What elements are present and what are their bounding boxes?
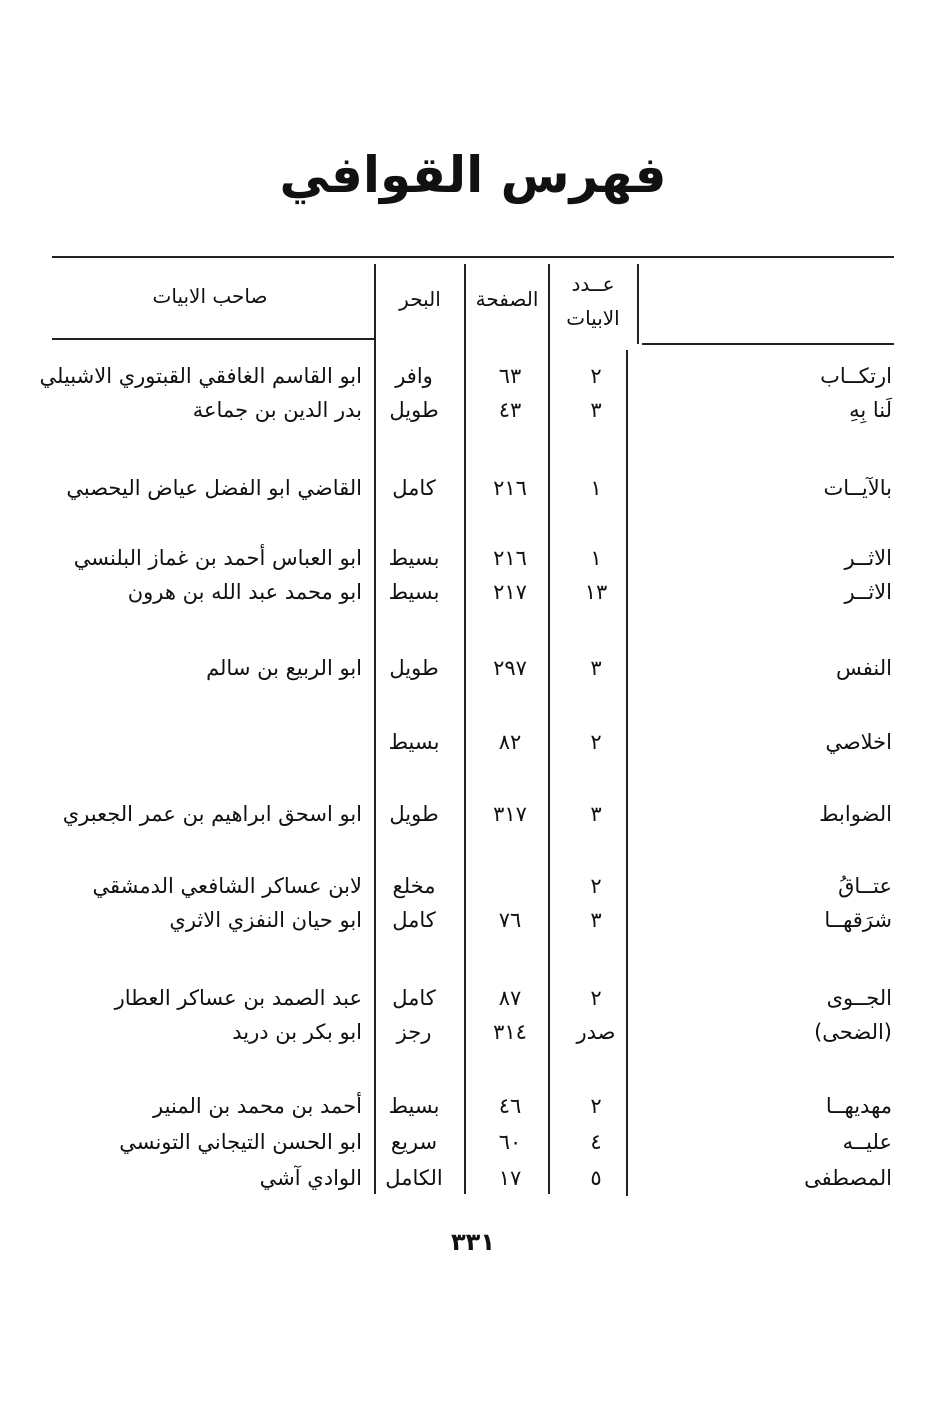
rhyme-cell: الاثــر xyxy=(844,546,892,570)
header-poet: صاحب الابيات xyxy=(152,284,268,308)
rhyme-cell: لَنا بِهِ xyxy=(849,398,892,422)
page-cell: ٢٩٧ xyxy=(493,656,527,680)
poet-cell: ابو اسحق ابراهيم بن عمر الجعبري xyxy=(62,802,362,826)
page-cell: ٨٧ xyxy=(498,986,522,1010)
meter-cell: طويل xyxy=(389,802,439,826)
poet-cell: القاضي ابو الفضل عياض اليحصبي xyxy=(66,476,362,500)
meter-cell: كامل xyxy=(392,476,436,500)
rhyme-cell: اخلاصي xyxy=(825,730,892,754)
meter-cell: طويل xyxy=(389,398,439,422)
header-count-line2: الابيات xyxy=(566,306,620,330)
meter-cell: وافر xyxy=(395,364,433,388)
rhyme-cell: عتــاقُ xyxy=(838,874,892,898)
poet-cell: ابو الحسن التيجاني التونسي xyxy=(119,1130,362,1154)
poet-cell: لابن عساكر الشافعي الدمشقي xyxy=(92,874,362,898)
verse-count-cell: ١٣ xyxy=(584,580,608,604)
rhyme-cell: (الضحى) xyxy=(814,1020,892,1044)
rhyme-cell: بالآيــات xyxy=(823,476,892,500)
rhyme-cell: شرَقهــا xyxy=(824,908,892,932)
verse-count-cell: ٢ xyxy=(590,874,602,898)
header-count-line1: عــدد xyxy=(571,272,615,296)
verse-count-cell: صدر xyxy=(576,1020,616,1044)
rhyme-cell: الاثــر xyxy=(844,580,892,604)
meter-cell: مخلع xyxy=(392,874,436,898)
index-title: فهرس القوافي xyxy=(279,146,667,204)
page-cell: ٢١٦ xyxy=(493,546,527,570)
page-cell: ٣١٧ xyxy=(493,802,527,826)
meter-cell: سريع xyxy=(390,1130,438,1154)
meter-cell: بسيط xyxy=(388,1094,440,1118)
page-cell: ١٧ xyxy=(498,1166,522,1190)
verse-count-cell: ٤ xyxy=(590,1130,602,1154)
column-divider-count-rhyme xyxy=(637,264,639,344)
poet-cell: ابو القاسم الغافقي القبتوري الاشبيلي xyxy=(39,364,362,388)
poet-cell: أحمد بن محمد بن المنير xyxy=(153,1094,362,1118)
verse-count-cell: ١ xyxy=(590,546,602,570)
rhyme-cell: الجــوى xyxy=(826,986,892,1010)
poet-cell: عبد الصمد بن عساكر العطار xyxy=(114,986,362,1010)
table-top-rule xyxy=(52,256,894,258)
rhyme-cell: عليــه xyxy=(842,1130,892,1154)
verse-count-cell: ٢ xyxy=(590,364,602,388)
header-bottom-rule xyxy=(52,338,374,340)
page-cell: ٣١٤ xyxy=(493,1020,527,1044)
verse-count-cell: ١ xyxy=(590,476,602,500)
meter-cell: طويل xyxy=(389,656,439,680)
verse-count-cell: ٢ xyxy=(590,730,602,754)
page-number: ٣٣١ xyxy=(451,1228,495,1256)
page-cell: ٦٣ xyxy=(498,364,522,388)
meter-cell: كامل xyxy=(392,986,436,1010)
rhyme-cell: النفس xyxy=(836,656,892,680)
verse-count-cell: ٢ xyxy=(590,986,602,1010)
header-page: الصفحة xyxy=(475,287,539,311)
meter-cell: كامل xyxy=(392,908,436,932)
rhyme-cell: ارتكــاب xyxy=(820,364,892,388)
poet-cell: بدر الدين بن جماعة xyxy=(192,398,362,422)
poet-cell: ابو بكر بن دريد xyxy=(232,1020,362,1044)
verse-count-cell: ٣ xyxy=(590,802,602,826)
meter-cell: الكامل xyxy=(385,1166,443,1190)
poet-cell: ابو الربيع بن سالم xyxy=(206,656,362,680)
poet-cell: ابو حيان النفزي الاثري xyxy=(169,908,362,932)
rhyme-cell: المصطفى xyxy=(804,1166,892,1190)
page-cell: ٦٠ xyxy=(498,1130,522,1154)
poet-cell: الوادي آشي xyxy=(259,1166,362,1190)
page-cell: ٢١٦ xyxy=(493,476,527,500)
verse-count-cell: ٣ xyxy=(590,398,602,422)
page-cell: ٧٦ xyxy=(498,908,522,932)
verse-count-cell: ٣ xyxy=(590,656,602,680)
meter-cell: بسيط xyxy=(388,730,440,754)
header-meter: البحر xyxy=(399,287,441,311)
meter-cell: بسيط xyxy=(388,546,440,570)
meter-cell: رجز xyxy=(396,1020,432,1044)
rhyme-cell: الضوابط xyxy=(819,802,892,826)
verse-count-cell: ٢ xyxy=(590,1094,602,1118)
rhyme-cell: مهديهــا xyxy=(825,1094,892,1118)
poet-cell: ابو العباس أحمد بن غماز البلنسي xyxy=(73,546,362,570)
page-cell: ٨٢ xyxy=(498,730,522,754)
header-bottom-rule-right xyxy=(642,343,894,345)
poet-cell: ابو محمد عبد الله بن هرون xyxy=(127,580,362,604)
verse-count-cell: ٥ xyxy=(590,1166,602,1190)
verse-count-cell: ٣ xyxy=(590,908,602,932)
meter-cell: بسيط xyxy=(388,580,440,604)
page-cell: ٤٣ xyxy=(498,398,522,422)
page-cell: ٤٦ xyxy=(498,1094,522,1118)
page-cell: ٢١٧ xyxy=(493,580,527,604)
